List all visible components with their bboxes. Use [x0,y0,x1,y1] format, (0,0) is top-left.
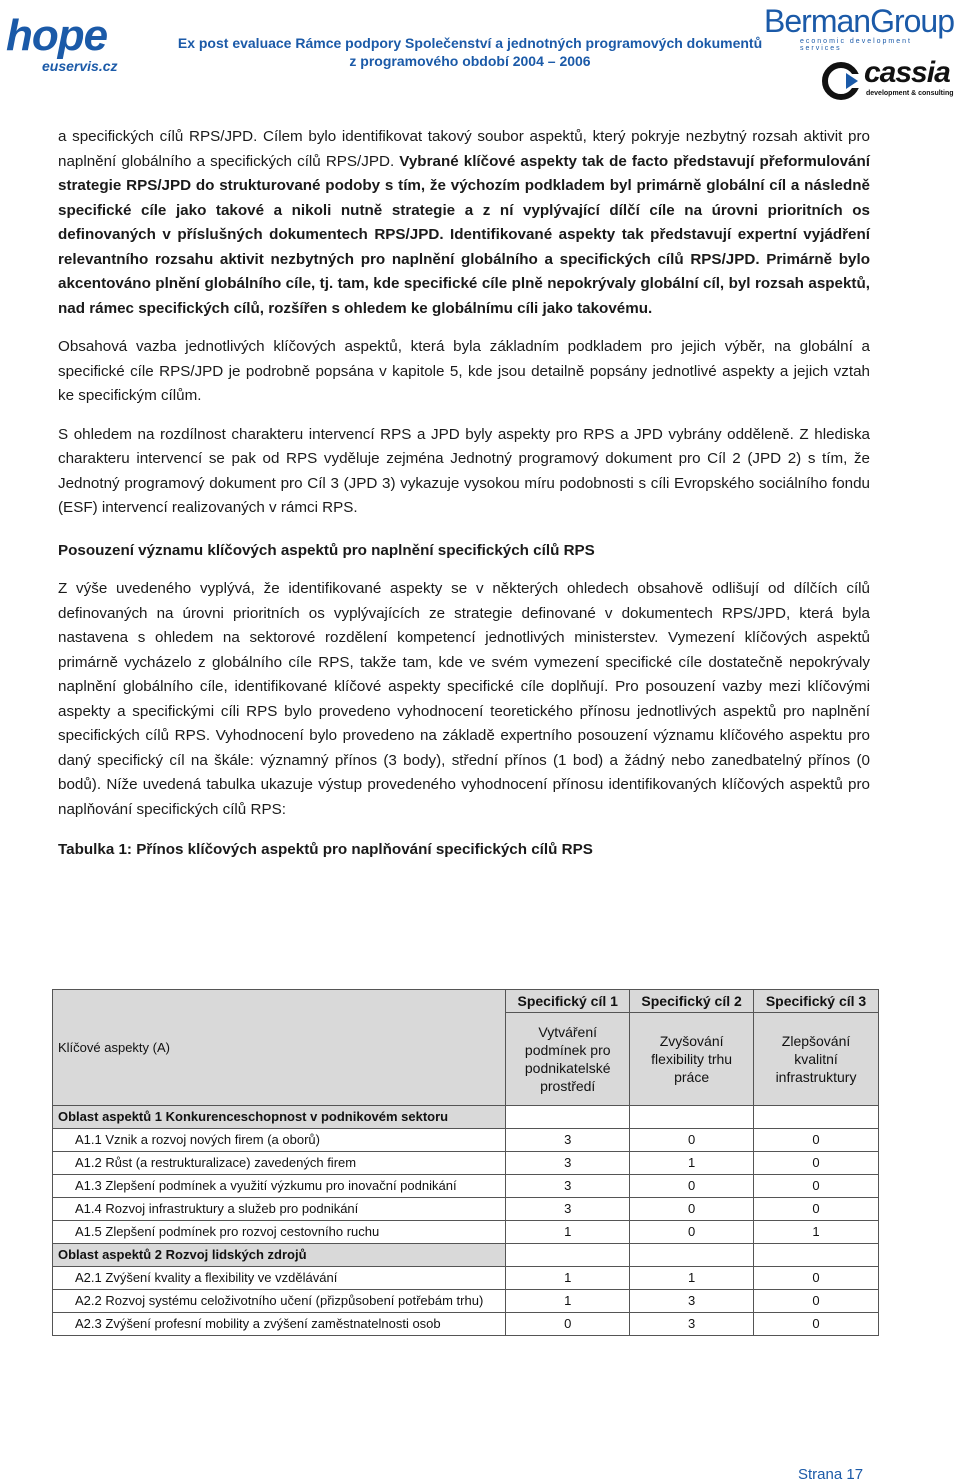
paragraph-3: S ohledem na rozdílnost charakteru intervencí RPS a JPD byly aspekty pro RPS a JPD vybrány odděleně. Z hlediska charakteru intervencí se pak od RPS vyděluje zejména Jednotný programový dokument pro Cíl 2 (JPD 2) s tím, že Jednotný programový dokument pro Cíl 3 (JPD 3) vykazuje vysokou míru podobnosti s cíli Evropského sociálního fondu (ESF) intervencí realizovaných v rámci RPS. [58,425,870,516]
goal-2-head: Specifický cíl 2 [630,990,754,1013]
aspect-label: A2.1 Zvýšení kvality a flexibility ve vzdělávání [53,1267,506,1290]
berman-logo-word: BermanGroup [764,3,954,39]
value-cell: 3 [506,1175,630,1198]
berman-logo-tag: economic development services [800,38,912,52]
section-heading: Posouzení významu klíčových aspektů pro naplnění specifických cílů RPS [58,541,595,559]
paragraph-1 [58,125,870,321]
section-row [53,1106,879,1129]
table-caption: Tabulka 1: Přínos klíčových aspektů pro naplňování specifických cílů RPS [58,841,593,858]
aspect-label: A1.4 Rozvoj infrastruktury a služeb pro podnikání [53,1198,506,1221]
table-row [53,1221,879,1244]
value-cell: 3 [506,1198,630,1221]
section-1-label: Oblast aspektů 1 Konkurenceschopnost v podnikovém sektoru [53,1106,506,1129]
value-cell: 0 [630,1221,754,1244]
page-number: Strana 17 [798,1466,864,1483]
aspects-column-label: Klíčové aspekty (A) [53,990,506,1106]
value-cell: 0 [630,1129,754,1152]
value-cell: 1 [630,1152,754,1175]
document-title-line1: Ex post evaluace Rámce podpory Společenství a jednotných programových dokumentů [177,35,763,51]
aspect-label: A2.3 Zvýšení profesní mobility a zvýšení zaměstnatelnosti osob [53,1313,506,1336]
goal-2-desc: Zvyšování flexibility trhu práce [630,1013,754,1106]
value-cell: 3 [506,1152,630,1175]
table-row [53,1175,879,1198]
table-row [53,1152,879,1175]
section-row [53,1244,879,1267]
aspect-label: A1.1 Vznik a rozvoj nových firem (a oborů) [53,1129,506,1152]
document-title-line2: z programového období 2004 – 2006 [349,53,591,69]
value-cell: 0 [754,1313,879,1336]
goal-1-head: Specifický cíl 1 [506,990,630,1013]
value-cell: 0 [754,1175,879,1198]
section-2-label: Oblast aspektů 2 Rozvoj lidských zdrojů [53,1244,506,1267]
value-cell: 0 [506,1313,630,1336]
value-cell: 1 [506,1221,630,1244]
value-cell: 1 [630,1267,754,1290]
value-cell: 3 [506,1129,630,1152]
aspect-label: A1.3 Zlepšení podmínek a využití výzkumu pro inovační podnikání [53,1175,506,1198]
aspect-label: A1.2 Růst (a restrukturalizace) zavedených firem [53,1152,506,1175]
value-cell: 0 [754,1198,879,1221]
hope-logo [6,11,136,74]
table-row [53,1313,879,1336]
table-row [53,1198,879,1221]
cassia-logo-tag: development & consulting [866,90,954,97]
paragraph-2: Obsahová vazba jednotlivých klíčových aspektů, která byla základním podkladem pro jejich výběr, na globální a specifické cíle RPS/JPD je podrobně popsána v kapitole 5, kde jsou detailně popsány jednotlivé aspekty a jejich vztah ke specifickým cílům. [58,338,870,404]
hope-logo-sub: euservis.cz [42,58,118,74]
hope-logo-word: hope [6,11,108,60]
value-cell: 1 [506,1267,630,1290]
value-cell: 1 [506,1290,630,1313]
table-row [53,1129,879,1152]
value-cell: 0 [754,1152,879,1175]
cassia-mark-icon [822,62,862,100]
value-cell: 3 [630,1313,754,1336]
goal-3-head: Specifický cíl 3 [754,990,879,1013]
table-row [53,1290,879,1313]
paragraph-1-normal: a specifických cílů RPS/JPD. Cílem bylo identifikovat takový soubor aspektů, který pokryje nezbytný rozsah aktivit pro naplnění globálního a specifických cílů RPS/JPD. [58,128,870,170]
aspect-label: A2.2 Rozvoj systému celoživotního učení (přizpůsobení potřebám trhu) [53,1290,506,1313]
berman-cassia-logo [764,3,958,98]
value-cell: 0 [630,1198,754,1221]
document-title [160,34,780,70]
aspects-table [52,989,879,1336]
value-cell: 0 [754,1267,879,1290]
value-cell: 1 [754,1221,879,1244]
cassia-logo-word: cassia [864,56,950,89]
page-body [58,125,870,863]
value-cell: 0 [754,1129,879,1152]
value-cell: 0 [630,1175,754,1198]
goal-1-desc: Vytváření podmínek pro podnikatelské prostředí [506,1013,630,1106]
paragraph-4: Z výše uvedeného vyplývá, že identifikované aspekty se v některých ohledech obsahově odlišují od dílčích cílů definovaných na úrovni prioritních os vyplývajících ze strategie definované v dokumentech RPS/JPD, která byla nastavena s ohledem na sektorové rozdělení kompetencí jednotlivých ministerstev. Vymezení klíčových aspektů primárně vycházelo z globálního cíle RPS, takže tam, kde ve svém vymezení specifické cíle dostatečně nepokrývaly naplnění globálního cíle, identifikované klíčové aspekty specifické cíle doplňují. Pro posouzení vazby mezi klíčovými aspekty a specifickými cíli RPS bylo provedeno vyhodnocení teoretického přínosu jednotlivých aspektů pro naplnění specifických cílů RPS. Vyhodnocení bylo provedeno na základě expertního posouzení významu klíčového aspektu pro daný specifický cíl na škále: významný přínos (3 body), střední přínos (1 bod) a žádný nebo zanedbatelný přínos (0 bodů). Níže uvedená tabulka ukazuje výstup provedeného vyhodnocení přínosu identifikovaných klíčových aspektů pro naplňování specifických cílů RPS: [58,580,870,818]
paragraph-1-bold: Vybrané klíčové aspekty tak de facto představují přeformulování strategie RPS/JPD do strukturované podoby s tím, že výchozím podkladem byl primárně globální cíl a následně specifické cíle jako takové a nikoli nutně strategie a z ní vyplývající dílčí cíle na úrovni prioritních os definovaných v příslušných dokumentech RPS/JPD. Identifikované aspekty tak představují expertní vyjádření relevantního rozsahu aktivit nezbytných pro naplnění globálního a specifických cílů RPS/JPD. Primárně bylo akcentováno plnění globálního cíle, tj. tam, kde specifické cíle plně nepokrývaly globální cíl, byl rozsah aspektů, nad rámec specifických cílů, rozšířen s ohledem ke globálnímu cíli jako takovému. [58,152,870,317]
aspect-label: A1.5 Zlepšení podmínek pro rozvoj cestovního ruchu [53,1221,506,1244]
value-cell: 3 [630,1290,754,1313]
table-header-row [53,990,879,1013]
value-cell: 0 [754,1290,879,1313]
table-row [53,1267,879,1290]
page-header [0,0,960,100]
goal-3-desc: Zlepšování kvalitní infrastruktury [754,1013,879,1106]
